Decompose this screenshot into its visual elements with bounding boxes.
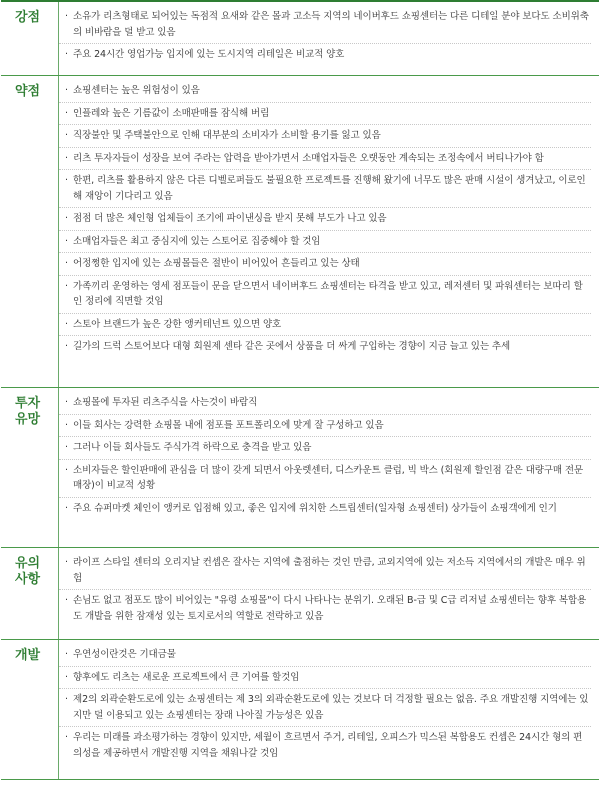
- swot-table: [1, 0, 599, 780]
- list-item: · 소유가 리츠형태로 되어있는 독점적 요새와 같은 몰과 고소득 지역의 네이버후드 쇼핑센터는 다른 디테일 분야 보다도 소비위축의 비바람을 덜 받고 있음: [59, 6, 591, 44]
- bullet: ·: [64, 595, 68, 606]
- section-label: 투자 유망: [1, 388, 59, 547]
- bullet: ·: [64, 502, 68, 514]
- list-item: · 점점 더 많은 체인형 업체들이 조기에 파이낸싱을 받지 못해 부도가 나고 있음: [59, 208, 591, 231]
- list-item: · 가족끼리 운영하는 영세 점포들이 문을 닫으면서 네이버후드 쇼핑센터는 타격을 받고 있고, 레저센터 및 파워센터는 보따리 할인 정리에 직면할 것임: [59, 276, 591, 314]
- list-item: · 쇼핑센터는 높은 위험성이 있음: [59, 80, 591, 103]
- bullet: ·: [64, 732, 68, 743]
- section-content: [59, 2, 599, 75]
- bullet: ·: [64, 557, 68, 568]
- section-development: [1, 640, 599, 780]
- section-strengths: [1, 2, 599, 76]
- bullet: ·: [64, 85, 68, 96]
- section-content: [59, 76, 599, 387]
- bullet: ·: [64, 49, 68, 60]
- list-item: · 길가의 드럭 스토어보다 대형 회원제 센타 같은 곳에서 상품을 더 싸게 구입하는 경향이 지금 늘고 있는 추세: [59, 336, 591, 358]
- list-item: · 스토아 브랜드가 높은 강한 앵커테넌트 있으면 양호: [59, 314, 591, 337]
- section-content: [59, 548, 599, 639]
- bullet: ·: [64, 213, 68, 224]
- bullet: ·: [64, 341, 68, 352]
- list-item: · 리츠 투자자들이 성장을 보여 주라는 압력을 받아가면서 소매업자들은 오랫동안 계속되는 조정속에서 버티나가야 함: [59, 148, 591, 171]
- section-label: 유의 사항: [1, 548, 59, 639]
- bullet: ·: [64, 280, 68, 292]
- list-item: · 한편, 리츠를 활용하지 않은 다른 디벨로퍼들도 불필요한 프로젝트를 진행해 왔기에 너무도 많은 판매 시설이 생겨났고, 이로인해 재앙이 기다리고 있음: [59, 170, 591, 208]
- list-item: · 쇼핑몰에 투자된 리츠주식을 사는것이 바람직: [59, 392, 591, 415]
- bullet: ·: [64, 694, 68, 705]
- list-item: · 직장불안 및 주택불안으로 인해 대부분의 소비자가 소비할 용기를 잃고 있음: [59, 125, 591, 148]
- bullet: ·: [64, 175, 68, 186]
- bullet: ·: [64, 130, 68, 141]
- bullet: ·: [64, 318, 68, 330]
- section-label: 개발: [1, 640, 59, 779]
- list-item: · 주요 24시간 영업가능 입지에 있는 도시지역 리테일은 비교적 양호: [59, 44, 591, 66]
- list-item: · 이들 회사는 강력한 쇼핑몰 내에 점포를 포트폴리오에 맞게 잘 구성하고 있음: [59, 415, 591, 438]
- bullet: ·: [64, 397, 68, 408]
- list-item: · 향후에도 리츠는 새로운 프로젝트에서 큰 기여를 할것임: [59, 667, 591, 690]
- bullet: ·: [64, 258, 68, 269]
- section-weaknesses: [1, 76, 599, 388]
- section-cautions: [1, 548, 599, 640]
- list-item: · 우연성이란것은 기대금물: [59, 644, 591, 667]
- bullet: ·: [64, 442, 68, 453]
- list-item: · 라이프 스타일 센터의 오리지날 컨셉은 잘사는 지역에 출점하는 것인 만큼, 교외지역에 있는 저소득 지역에서의 개발은 매우 위험: [59, 552, 591, 590]
- bullet: ·: [64, 107, 68, 119]
- list-item: · 소비자들은 할인판매에 관심을 더 많이 갖게 되면서 아웃렛센터, 디스카운트 클럽, 빅 박스 (회원제 할인점 같은 대량구매 전문 매장)이 비교적 성황: [59, 460, 591, 498]
- list-item: · 제2의 외곽순환도로에 있는 쇼핑센터는 제 3의 외곽순환도로에 있는 것보다 더 걱정할 필요는 없음. 주요 개발진행 지역에는 있지만 덜 이용되고 있는 쇼핑센터는 장래 나아질 가능성은 있음: [59, 689, 591, 727]
- bullet: ·: [64, 671, 68, 683]
- section-content: [59, 388, 599, 547]
- bullet: ·: [64, 235, 68, 247]
- section-content: [59, 640, 599, 779]
- bullet: ·: [64, 152, 68, 164]
- bullet: ·: [64, 649, 68, 660]
- list-item: · 우리는 미래를 과소평가하는 경향이 있지만, 세월이 흐르면서 주거, 리테일, 오피스가 믹스된 복합용도 컨셉은 24시간 형의 편의성을 제공하면서 개발진행 지역을 채워나갈 것임: [59, 727, 591, 764]
- section-investment: [1, 388, 599, 548]
- list-item: · 소매업자들은 최고 중심지에 있는 스토어로 집중해야 할 것임: [59, 231, 591, 254]
- section-label: 강점: [1, 2, 59, 75]
- list-item: · 그러나 이들 회사들도 주식가격 하락으로 충격을 받고 있음: [59, 437, 591, 460]
- list-item: · 손님도 없고 점포도 많이 비어있는 "유령 쇼핑몰"이 다시 나타나는 분위기. 오래된 B-급 및 C급 리저널 쇼핑센터는 향후 복합용도 개발을 위한 잠재성 있는 토지로서의 역할로 전락하고 있음: [59, 590, 591, 627]
- bullet: ·: [64, 11, 68, 22]
- list-item: · 인플레와 높은 기름값이 소매판매를 잠식해 버림: [59, 103, 591, 126]
- section-label: 약점: [1, 76, 59, 387]
- list-item: · 주요 슈퍼마켓 체인이 앵커로 입점해 있고, 좋은 입지에 위치한 스트립센터(일자형 쇼핑센터) 상가들이 쇼핑객에게 인기: [59, 498, 591, 520]
- bullet: ·: [64, 419, 68, 431]
- list-item: · 어정쩡한 입지에 있는 쇼핑몰들은 절반이 비어있어 흔들리고 있는 상태: [59, 253, 591, 276]
- bullet: ·: [64, 464, 68, 476]
